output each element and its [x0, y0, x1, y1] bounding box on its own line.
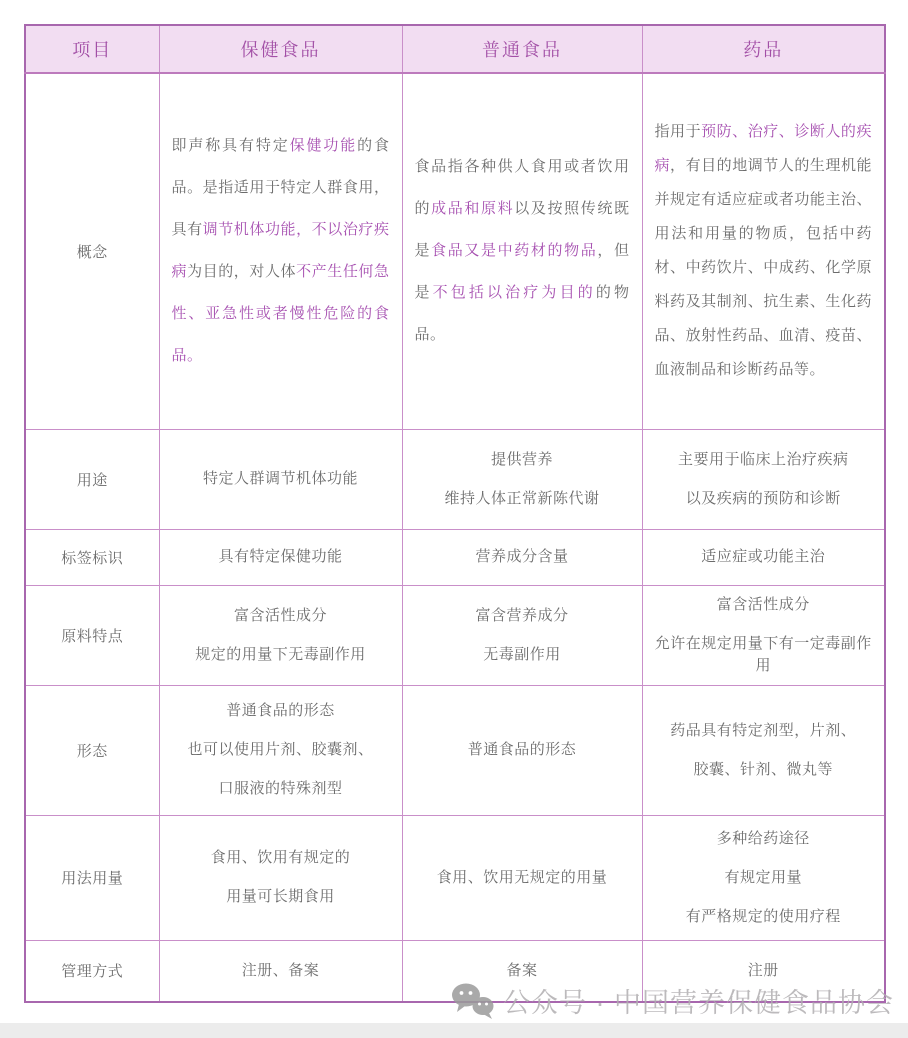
- row-label-concept: 概念: [25, 73, 159, 429]
- concept-health-food-cell: 即声称具有特定保健功能的食品。是指适用于特定人群食用，具有调节机体功能，不以治疗疾病为目的，对人体不产生任何急性、亚急性或者慢性危险的食品。: [159, 73, 402, 429]
- header-item: 项目: [25, 25, 159, 73]
- bottom-strip: [0, 1023, 908, 1038]
- form-general-food-cell: 普通食品的形态: [402, 685, 642, 815]
- wechat-icon: [451, 982, 495, 1020]
- table-row-ingredient-features: [25, 585, 885, 685]
- management-drug-cell: 注册: [642, 940, 885, 1002]
- table-row-dosage: [25, 815, 885, 940]
- table-row-labeling: [25, 529, 885, 585]
- comparison-table: [24, 24, 886, 1003]
- watermark: [451, 981, 894, 1020]
- table-row-concept: [25, 73, 885, 429]
- dosage-health-food-cell: 食用、饮用有规定的 用量可长期食用: [159, 815, 402, 940]
- usage-general-food-cell: 提供营养 维持人体正常新陈代谢: [402, 429, 642, 529]
- watermark-text: 公众号 · 中国营养保健食品协会: [503, 988, 894, 1018]
- labeling-health-food-cell: 具有特定保健功能: [159, 529, 402, 585]
- management-general-food-cell: 备案: [402, 940, 642, 1002]
- form-drug-cell: 药品具有特定剂型，片剂、 胶囊、针剂、微丸等: [642, 685, 885, 815]
- table-row-usage: [25, 429, 885, 529]
- row-label-ingredient-features: 原料特点: [25, 585, 159, 685]
- management-health-food-cell: 注册、备案: [159, 940, 402, 1002]
- header-row: [25, 25, 885, 73]
- ingredient-health-food-cell: 富含活性成分 规定的用量下无毒副作用: [159, 585, 402, 685]
- row-label-usage: 用途: [25, 429, 159, 529]
- table-row-form: [25, 685, 885, 815]
- row-label-form: 形态: [25, 685, 159, 815]
- labeling-drug-cell: 适应症或功能主治: [642, 529, 885, 585]
- row-label-dosage: 用法用量: [25, 815, 159, 940]
- labeling-general-food-cell: 营养成分含量: [402, 529, 642, 585]
- dosage-general-food-cell: 食用、饮用无规定的用量: [402, 815, 642, 940]
- usage-drug-cell: 主要用于临床上治疗疾病 以及疾病的预防和诊断: [642, 429, 885, 529]
- ingredient-drug-cell: 富含活性成分 允许在规定用量下有一定毒副作用: [642, 585, 885, 685]
- header-drug: 药品: [642, 25, 885, 73]
- concept-drug-cell: 指用于预防、治疗、诊断人的疾病，有目的地调节人的生理机能并规定有适应症或者功能主治、用法和用量的物质，包括中药材、中药饮片、中成药、化学原料药及其制剂、抗生素、生化药品、放射性药品、血清、疫苗、血液制品和诊断药品等。: [642, 73, 885, 429]
- usage-health-food-cell: 特定人群调节机体功能: [159, 429, 402, 529]
- ingredient-general-food-cell: 富含营养成分 无毒副作用: [402, 585, 642, 685]
- form-health-food-cell: 普通食品的形态 也可以使用片剂、胶囊剂、 口服液的特殊剂型: [159, 685, 402, 815]
- row-label-labeling: 标签标识: [25, 529, 159, 585]
- concept-general-food-cell: 食品指各种供人食用或者饮用的成品和原料以及按照传统既是食品又是中药材的物品，但是不包括以治疗为目的的物品。: [402, 73, 642, 429]
- header-health-food: 保健食品: [159, 25, 402, 73]
- dosage-drug-cell: 多种给药途径 有规定用量 有严格规定的使用疗程: [642, 815, 885, 940]
- row-label-management: 管理方式: [25, 940, 159, 1002]
- header-general-food: 普通食品: [402, 25, 642, 73]
